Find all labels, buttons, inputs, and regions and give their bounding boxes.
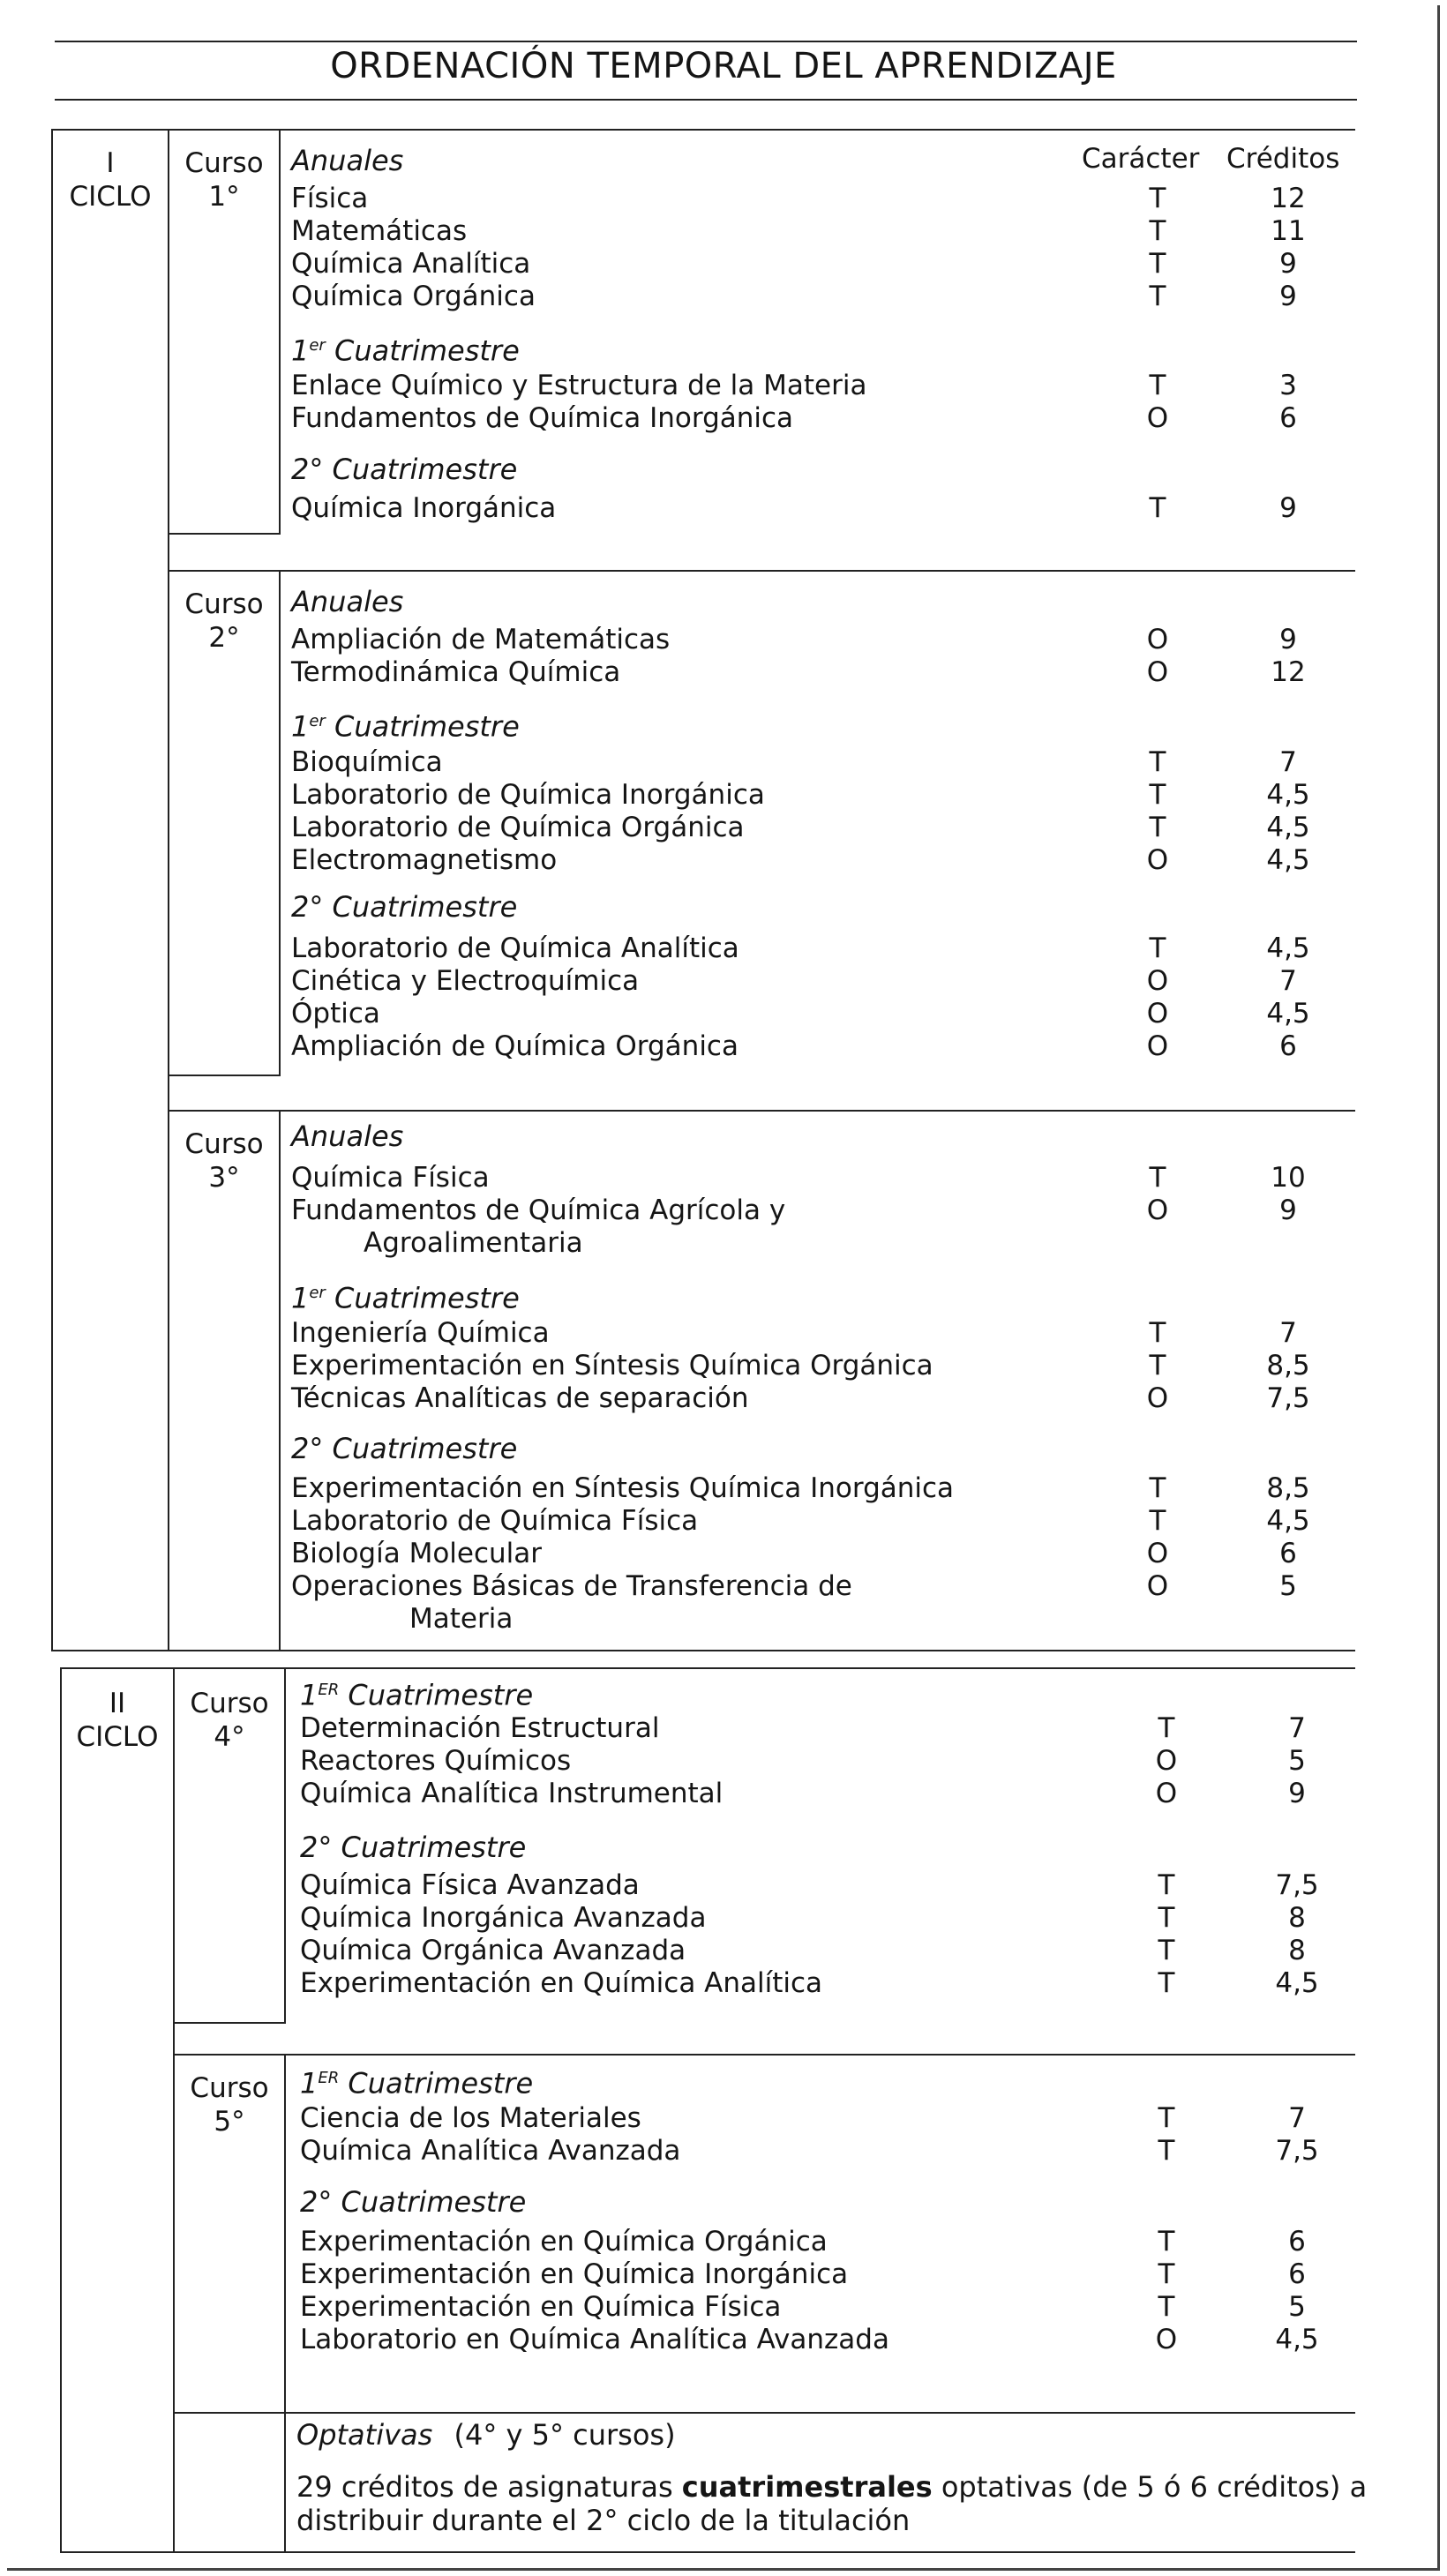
- subject-type: T: [1158, 1869, 1175, 1901]
- subject-type: O: [1155, 1778, 1178, 1809]
- subject-credits: 8,5: [1266, 1350, 1310, 1382]
- table-row: [0, 843, 1447, 877]
- course-4-first-term-label: 1ER Cuatrimestre: [300, 1678, 534, 1712]
- course-2-bottom-short-rule: [168, 1075, 281, 1076]
- table-row: [0, 1471, 1447, 1505]
- subject-name: Química Física: [291, 1162, 490, 1194]
- subject-name: Termodinámica Química: [291, 656, 621, 688]
- course-3-first-term-label: 1er Cuatrimestre: [291, 1281, 520, 1315]
- subject-type: T: [1149, 248, 1166, 280]
- subject-credits: 4,5: [1266, 932, 1310, 964]
- table-row: [0, 1316, 1447, 1350]
- subject-name-continuation: Agroalimentaria: [364, 1227, 583, 1259]
- subject-credits: 11: [1271, 215, 1306, 247]
- subject-credits: 7,5: [1275, 1869, 1319, 1901]
- subject-credits: 6: [1288, 2226, 1306, 2258]
- table-row: [9, 2134, 1447, 2168]
- subject-type: O: [1146, 998, 1169, 1030]
- subject-credits: 5: [1279, 1570, 1297, 1602]
- subject-credits: 5: [1288, 2291, 1306, 2323]
- course-3-anuales-label: Anuales: [291, 1120, 404, 1153]
- course-1-anuales-label: Anuales: [291, 144, 404, 177]
- table-row: [0, 214, 1447, 248]
- course-2-first-term-label: 1er Cuatrimestre: [291, 709, 520, 744]
- subject-credits: 10: [1271, 1162, 1306, 1194]
- course-5-second-term-label: 2° Cuatrimestre: [300, 2185, 527, 2219]
- table-row: [0, 1382, 1447, 1415]
- subject-credits: 8: [1288, 1902, 1306, 1934]
- subject-name: Química Física Avanzada: [300, 1869, 640, 1901]
- subject-type: O: [1146, 656, 1169, 688]
- subject-name: Química Analítica Instrumental: [300, 1778, 724, 1809]
- header-caracter: Carácter: [1082, 143, 1200, 175]
- cycle-1-word: CICLO: [69, 181, 152, 213]
- subject-credits: 5: [1288, 1745, 1306, 1777]
- subject-type: T: [1158, 2258, 1175, 2290]
- subject-type: T: [1149, 492, 1166, 524]
- subject-name: Experimentación en Química Inorgánica: [300, 2258, 849, 2290]
- subject-credits: 7,5: [1275, 2135, 1319, 2167]
- optativas-text-part: 29 créditos de asignaturas: [296, 2470, 682, 2504]
- table-row: [9, 2225, 1447, 2258]
- subject-name: Laboratorio de Química Analítica: [291, 932, 739, 964]
- cycle-1-bottom-rule: [51, 1650, 1355, 1651]
- table-row: [0, 1569, 1447, 1603]
- subject-credits: 12: [1271, 656, 1306, 688]
- subject-type: T: [1158, 2102, 1175, 2134]
- course-5-number: 5°: [214, 2106, 245, 2138]
- subject-type: T: [1149, 1350, 1166, 1382]
- optativas-label: Optativas: [296, 2418, 433, 2452]
- subject-credits: 12: [1271, 183, 1306, 214]
- subject-name: Biología Molecular: [291, 1538, 543, 1569]
- subject-credits: 9: [1279, 1194, 1297, 1226]
- subject-credits: 9: [1279, 248, 1297, 280]
- table-row: [0, 964, 1447, 998]
- subject-name: Laboratorio de Química Orgánica: [291, 812, 745, 843]
- table-row: [0, 182, 1447, 215]
- table-row: [0, 997, 1447, 1030]
- subject-type: T: [1149, 746, 1166, 778]
- title-top-rule: [55, 41, 1357, 42]
- course-1-bottom-short-rule: [168, 533, 281, 535]
- title-bottom-rule: [55, 99, 1357, 101]
- subject-type: T: [1149, 281, 1166, 312]
- subject-type: O: [1146, 1194, 1169, 1226]
- subject-type: T: [1158, 2135, 1175, 2167]
- subject-name: Experimentación en Síntesis Química Orgánica: [291, 1350, 933, 1382]
- table-row: [9, 2101, 1447, 2135]
- course-4-number: 4°: [214, 1721, 245, 1753]
- table-row: [9, 1966, 1447, 2000]
- course-5-first-term-label: 1ER Cuatrimestre: [300, 2066, 534, 2100]
- optativas-text-bold: cuatrimestrales: [681, 2470, 933, 2504]
- table-row: [9, 2258, 1447, 2291]
- subject-type: T: [1149, 1162, 1166, 1194]
- subject-credits: 4,5: [1266, 779, 1310, 811]
- subject-name: Laboratorio de Química Física: [291, 1505, 699, 1537]
- subject-type: O: [1146, 624, 1169, 655]
- subject-type: O: [1155, 1745, 1178, 1777]
- subject-type: O: [1146, 1570, 1169, 1602]
- subject-name: Química Inorgánica: [291, 492, 557, 524]
- table-row: [0, 655, 1447, 689]
- cycle-1-roman: I: [106, 147, 115, 179]
- optativas-divider: [284, 2412, 286, 2551]
- optativas-heading: [296, 2417, 676, 2452]
- subject-credits: 4,5: [1275, 1967, 1319, 1999]
- subject-credits: 7,5: [1266, 1382, 1310, 1414]
- course-2-top-rule: [168, 570, 1355, 572]
- subject-name: Ingeniería Química: [291, 1317, 550, 1349]
- subject-type: T: [1158, 2291, 1175, 2323]
- table-row: [0, 778, 1447, 812]
- course-3-top-rule: [168, 1110, 1355, 1112]
- table-row: [0, 401, 1447, 435]
- subject-name: Enlace Químico y Estructura de la Materia: [291, 370, 867, 401]
- subject-type: T: [1149, 1472, 1166, 1504]
- table-row: [0, 623, 1447, 656]
- course-4-bottom-short-rule: [173, 2022, 286, 2024]
- course-3-word: Curso: [184, 1128, 264, 1160]
- subject-name: Química Orgánica Avanzada: [300, 1935, 686, 1966]
- subject-name: Óptica: [291, 998, 380, 1030]
- table-row: [0, 280, 1447, 313]
- subject-name: Química Analítica Avanzada: [300, 2135, 681, 2167]
- subject-type: O: [1146, 1382, 1169, 1414]
- table-row: [9, 1744, 1447, 1778]
- subject-credits: 8,5: [1266, 1472, 1310, 1504]
- subject-type: O: [1155, 2324, 1178, 2355]
- subject-name-continuation: Materia: [409, 1603, 514, 1635]
- subject-type: T: [1158, 1902, 1175, 1934]
- subject-credits: 7: [1288, 1712, 1306, 1744]
- subject-name: Experimentación en Química Analítica: [300, 1967, 823, 1999]
- table-row: [0, 745, 1447, 779]
- subject-name: Ampliación de Química Orgánica: [291, 1030, 738, 1062]
- table-row: [0, 811, 1447, 844]
- optativas-text-part: optativas (de 5 ó 6 créditos) a distribuir durante el 2° ciclo de la titulación: [296, 2470, 1368, 2537]
- subject-credits: 6: [1288, 2258, 1306, 2290]
- table-row: [0, 1194, 1447, 1227]
- subject-name: Matemáticas: [291, 215, 468, 247]
- cycle-2-top-rule: [60, 1667, 1355, 1669]
- subject-credits: 8: [1288, 1935, 1306, 1966]
- subject-credits: 7: [1279, 746, 1297, 778]
- subject-type: T: [1149, 812, 1166, 843]
- subject-name: Ampliación de Matemáticas: [291, 624, 671, 655]
- subject-credits: 9: [1279, 624, 1297, 655]
- table-row: [0, 1349, 1447, 1382]
- cycle-2-word: CICLO: [76, 1721, 159, 1753]
- subject-type: T: [1149, 1505, 1166, 1537]
- course-5-top-rule: [173, 2054, 1355, 2056]
- subject-credits: 4,5: [1275, 2324, 1319, 2355]
- subject-name: Operaciones Básicas de Transferencia de: [291, 1570, 852, 1602]
- subject-type: T: [1149, 1317, 1166, 1349]
- table-row: [0, 369, 1447, 402]
- subject-credits: 4,5: [1266, 812, 1310, 843]
- subject-credits: 7: [1279, 965, 1297, 997]
- subject-type: O: [1146, 844, 1169, 876]
- subject-type: T: [1149, 932, 1166, 964]
- cycle-1-left-rule: [51, 129, 53, 1651]
- subject-credits: 6: [1279, 402, 1297, 434]
- subject-type: T: [1158, 1967, 1175, 1999]
- subject-name: Química Analítica: [291, 248, 531, 280]
- subject-credits: 7: [1279, 1317, 1297, 1349]
- optativas-note: (4° y 5° cursos): [454, 2418, 676, 2452]
- subject-name: Reactores Químicos: [300, 1745, 572, 1777]
- table-row: [0, 491, 1447, 525]
- subject-name: Experimentación en Química Orgánica: [300, 2226, 828, 2258]
- subject-credits: 7: [1288, 2102, 1306, 2134]
- subject-type: T: [1158, 1712, 1175, 1744]
- subject-credits: 6: [1279, 1030, 1297, 1062]
- course-4-second-term-label: 2° Cuatrimestre: [300, 1831, 527, 1864]
- table-row: [0, 1161, 1447, 1194]
- subject-type: O: [1146, 402, 1169, 434]
- course-2-second-term-label: 2° Cuatrimestre: [291, 890, 518, 924]
- subject-name: Fundamentos de Química Inorgánica: [291, 402, 794, 434]
- subject-credits: 9: [1279, 281, 1297, 312]
- cycle-1-top-rule: [51, 129, 1355, 131]
- subject-credits: 4,5: [1266, 1505, 1310, 1537]
- subject-type: T: [1149, 215, 1166, 247]
- subject-credits: 9: [1279, 492, 1297, 524]
- table-row: [9, 1711, 1447, 1745]
- table-row: [0, 1030, 1447, 1063]
- subject-name: Física: [291, 183, 369, 214]
- course-4-word: Curso: [190, 1688, 269, 1719]
- subject-credits: 3: [1279, 370, 1297, 401]
- subject-name: Determinación Estructural: [300, 1712, 660, 1744]
- document-title: ORDENACIÓN TEMPORAL DEL APRENDIZAJE: [330, 46, 1117, 86]
- subject-type: T: [1149, 370, 1166, 401]
- header-creditos: Créditos: [1226, 143, 1340, 175]
- cycle-2-bottom-rule: [60, 2551, 1355, 2553]
- course-3-second-term-label: 2° Cuatrimestre: [291, 1432, 518, 1465]
- subject-name: Ciencia de los Materiales: [300, 2102, 641, 2134]
- subject-type: T: [1158, 1935, 1175, 1966]
- subject-name: Cinética y Electroquímica: [291, 965, 640, 997]
- table-row: [9, 1868, 1447, 1902]
- optativas-description: [296, 2470, 1417, 2537]
- table-row: [9, 1934, 1447, 1967]
- table-row: [9, 1901, 1447, 1935]
- table-row: [0, 247, 1447, 281]
- subject-name: Electromagnetismo: [291, 844, 558, 876]
- course-2-anuales-label: Anuales: [291, 585, 404, 618]
- course-1-first-term-label: 1er Cuatrimestre: [291, 333, 520, 368]
- course-2-number: 2°: [208, 622, 240, 654]
- table-row: [0, 932, 1447, 965]
- subject-name: Técnicas Analíticas de separación: [291, 1382, 749, 1414]
- subject-credits: 9: [1288, 1778, 1306, 1809]
- cycle-2-roman: II: [109, 1688, 126, 1719]
- subject-credits: 4,5: [1266, 998, 1310, 1030]
- course-2-word: Curso: [184, 588, 264, 620]
- subject-name: Laboratorio de Química Inorgánica: [291, 779, 765, 811]
- optativas-top-rule: [173, 2412, 1355, 2414]
- course-5-word: Curso: [190, 2072, 269, 2104]
- table-row: [0, 1504, 1447, 1538]
- table-row: [9, 1777, 1447, 1810]
- subject-name: Laboratorio en Química Analítica Avanzada: [300, 2324, 889, 2355]
- subject-type: T: [1158, 2226, 1175, 2258]
- subject-type: O: [1146, 1538, 1169, 1569]
- subject-name: Química Inorgánica Avanzada: [300, 1902, 707, 1934]
- course-3-number: 3°: [208, 1162, 240, 1194]
- subject-name: Química Orgánica: [291, 281, 536, 312]
- table-row: [9, 2323, 1447, 2356]
- course-1-second-term-label: 2° Cuatrimestre: [291, 453, 518, 486]
- subject-name: Fundamentos de Química Agrícola y: [291, 1194, 786, 1226]
- cycle-1-course-divider: [168, 129, 169, 1651]
- course-1-word: Curso: [184, 147, 264, 179]
- subject-name: Experimentación en Síntesis Química Inorgánica: [291, 1472, 955, 1504]
- subject-name: Experimentación en Química Física: [300, 2291, 782, 2323]
- course-1-number: 1°: [208, 181, 240, 213]
- subject-name: Bioquímica: [291, 746, 443, 778]
- table-row: [9, 2290, 1447, 2324]
- subject-type: T: [1149, 779, 1166, 811]
- subject-type: T: [1149, 183, 1166, 214]
- table-row: [0, 1537, 1447, 1570]
- subject-credits: 4,5: [1266, 844, 1310, 876]
- subject-type: O: [1146, 965, 1169, 997]
- subject-type: O: [1146, 1030, 1169, 1062]
- subject-credits: 6: [1279, 1538, 1297, 1569]
